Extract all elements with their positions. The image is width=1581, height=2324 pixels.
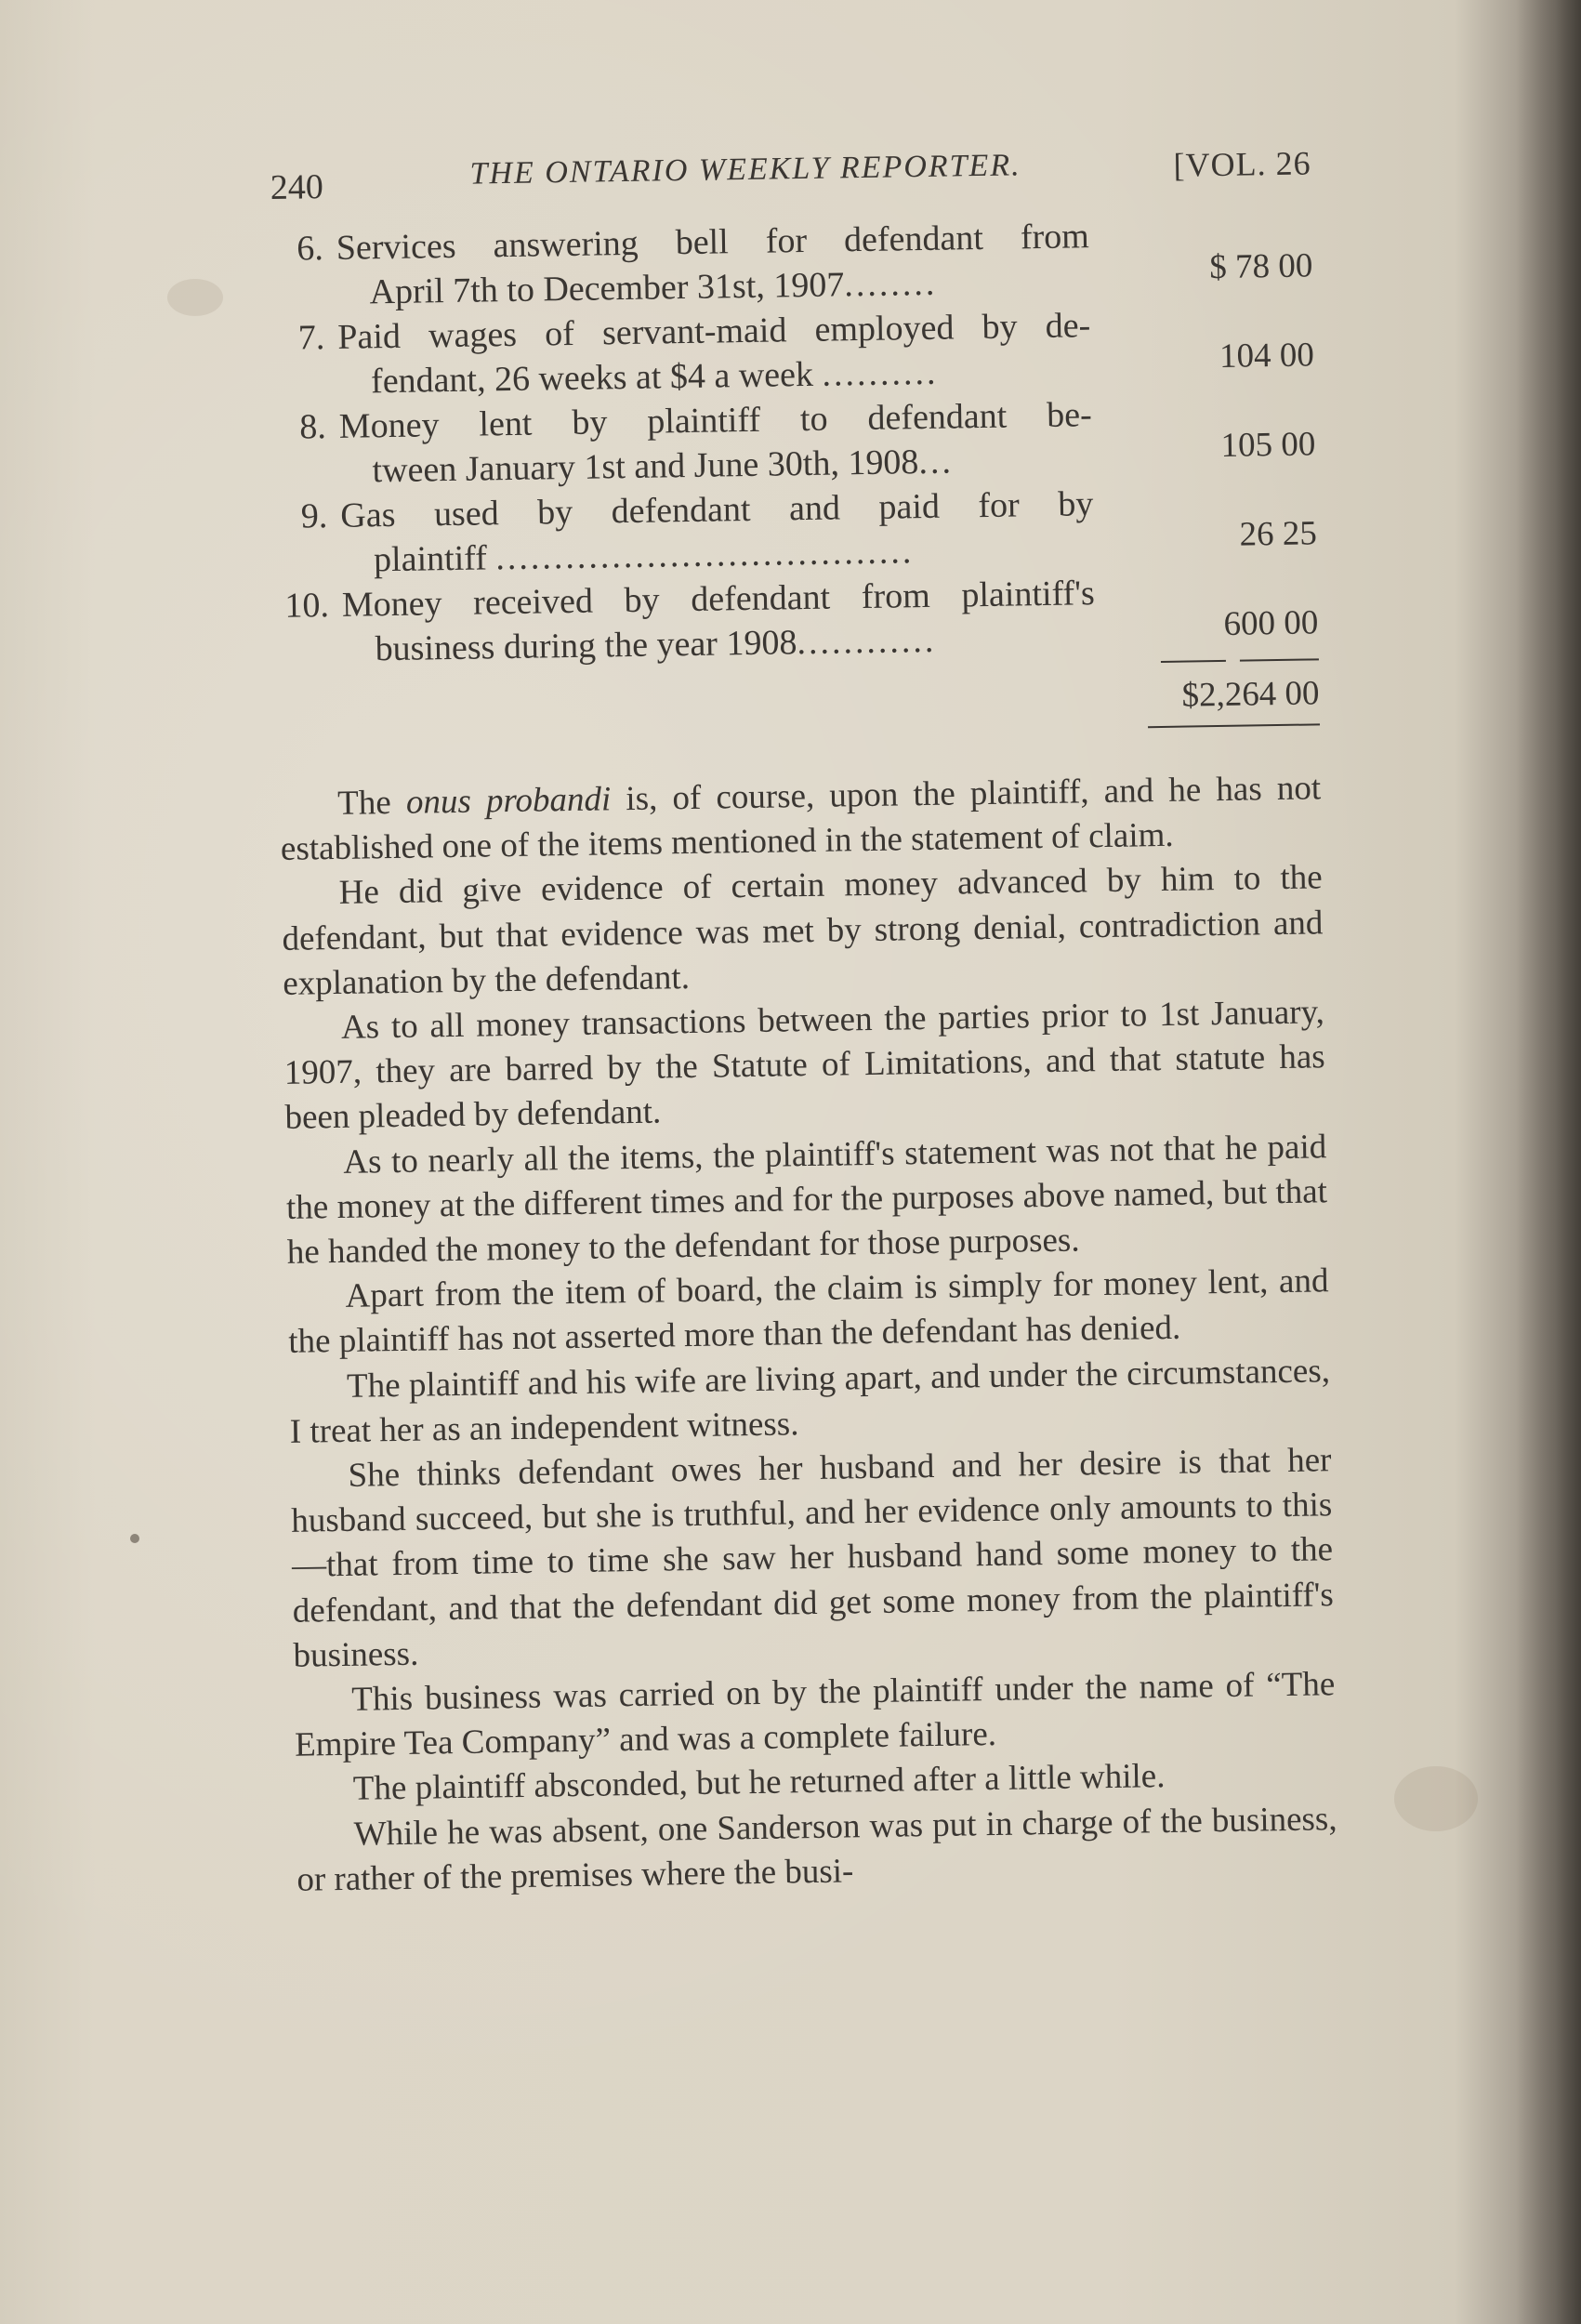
item-description: Money lent by plaintiff to defendant be- bbox=[338, 395, 1093, 446]
leader-dots: .................................... bbox=[494, 532, 915, 578]
paragraph-text: is, of course, upon the plaintiff, and he has not established one of the items mentioned in the statement of claim. bbox=[280, 769, 1322, 869]
item-description: Gas used by defendant and paid for by bbox=[340, 484, 1094, 535]
item-amount: 104 00 bbox=[1219, 336, 1315, 376]
claim-item bbox=[273, 389, 1315, 495]
judgment-text bbox=[280, 766, 1338, 1903]
leader-dots: .......... bbox=[822, 352, 939, 394]
claim-item bbox=[275, 478, 1317, 584]
item-amount: 600 00 bbox=[1223, 603, 1319, 643]
paragraph: She thinks defendant owes her husband and her desire is that her husband succeed, but she is truthful, and her evidence only amounts to this—that from time to time she saw her husband hand some money to the defendant, and that the defendant did get some money from the plaintiff's business. bbox=[291, 1441, 1335, 1675]
paper-stain bbox=[167, 279, 223, 316]
item-description-text: April 7th to December 31st, 1907 bbox=[369, 265, 845, 312]
item-description: Services answering bell for defendant from bbox=[336, 217, 1090, 268]
item-amount: $ 78 00 bbox=[1208, 246, 1313, 287]
paragraph: The plaintiff and his wife are living apart, and under the circumstances, I treat her as an independent witness. bbox=[289, 1351, 1331, 1451]
ink-speck bbox=[130, 1534, 139, 1543]
paragraph: He did give evidence of certain money advanced by him to the defendant, but that evidence was met by strong denial, contradiction and explanation by the defendant. bbox=[282, 858, 1324, 1003]
item-number: 9. bbox=[300, 496, 328, 536]
volume-label: [VOL. 26 bbox=[1173, 144, 1311, 184]
claim-item bbox=[270, 210, 1312, 316]
item-description-text: tween January 1st and June 30th, 1908 bbox=[372, 442, 919, 491]
paragraph: Apart from the item of board, the claim is simply for money lent, and the plaintiff has not asserted more than the defendant has denied. bbox=[288, 1261, 1329, 1362]
paragraph: As to all money transactions between the parties prior to 1st January, 1907, they are barred by the Statute of Limitations, and that statute has been pleaded by defendant. bbox=[283, 993, 1325, 1138]
paragraph: As to nearly all the items, the plaintiff's statement was not that he paid the money at the different times and for the purposes above named, but that he handed the money to the defendant for those purposes. bbox=[285, 1127, 1328, 1272]
paragraph-text: The bbox=[336, 783, 407, 823]
item-description-text: fendant, 26 weeks at $4 a week bbox=[370, 354, 814, 402]
paragraph bbox=[280, 766, 1322, 872]
binding-shadow bbox=[1516, 0, 1581, 2324]
item-amount: 105 00 bbox=[1220, 425, 1316, 465]
item-amount: 26 25 bbox=[1239, 514, 1318, 554]
claim-item bbox=[277, 567, 1319, 673]
claim-item bbox=[272, 299, 1314, 405]
journal-title: THE ONTARIO WEEKLY REPORTER. bbox=[469, 148, 1021, 191]
paragraph: This business was carried on by the plaintiff under the name of “The Empire Tea Company” and was a complete failure. bbox=[294, 1665, 1336, 1765]
item-description-text: business during the year 1908 bbox=[375, 623, 797, 669]
claim-total: $2,264 00 bbox=[1181, 674, 1320, 715]
item-number: 10. bbox=[284, 586, 330, 626]
paragraph: While he was absent, one Sanderson was put in charge of the business, or rather of the premises where the busi- bbox=[296, 1799, 1337, 1899]
item-number: 8. bbox=[299, 407, 327, 447]
leader-dots: ... bbox=[918, 442, 955, 482]
leader-dots: ........ bbox=[843, 263, 938, 305]
rule-segment bbox=[1240, 658, 1319, 661]
paragraph: The plaintiff absconded, but he returned after a little while. bbox=[352, 1757, 1166, 1809]
item-description: Paid wages of servant-maid employed by de- bbox=[337, 306, 1091, 357]
claim-items-list bbox=[270, 210, 1320, 747]
item-number: 7. bbox=[297, 318, 325, 358]
page-number: 240 bbox=[270, 167, 324, 207]
item-description-text: plaintiff bbox=[373, 538, 488, 580]
page-content bbox=[270, 123, 1338, 1902]
rule-segment bbox=[1161, 660, 1226, 663]
latin-phrase: onus probandi bbox=[405, 780, 612, 822]
item-description: Money received by defendant from plaintiff's bbox=[341, 574, 1096, 625]
rule-segment bbox=[1148, 723, 1320, 728]
item-number: 6. bbox=[296, 229, 324, 269]
leader-dots: ............ bbox=[797, 620, 937, 663]
paper-stain bbox=[1394, 1766, 1478, 1831]
running-head bbox=[270, 123, 1311, 205]
